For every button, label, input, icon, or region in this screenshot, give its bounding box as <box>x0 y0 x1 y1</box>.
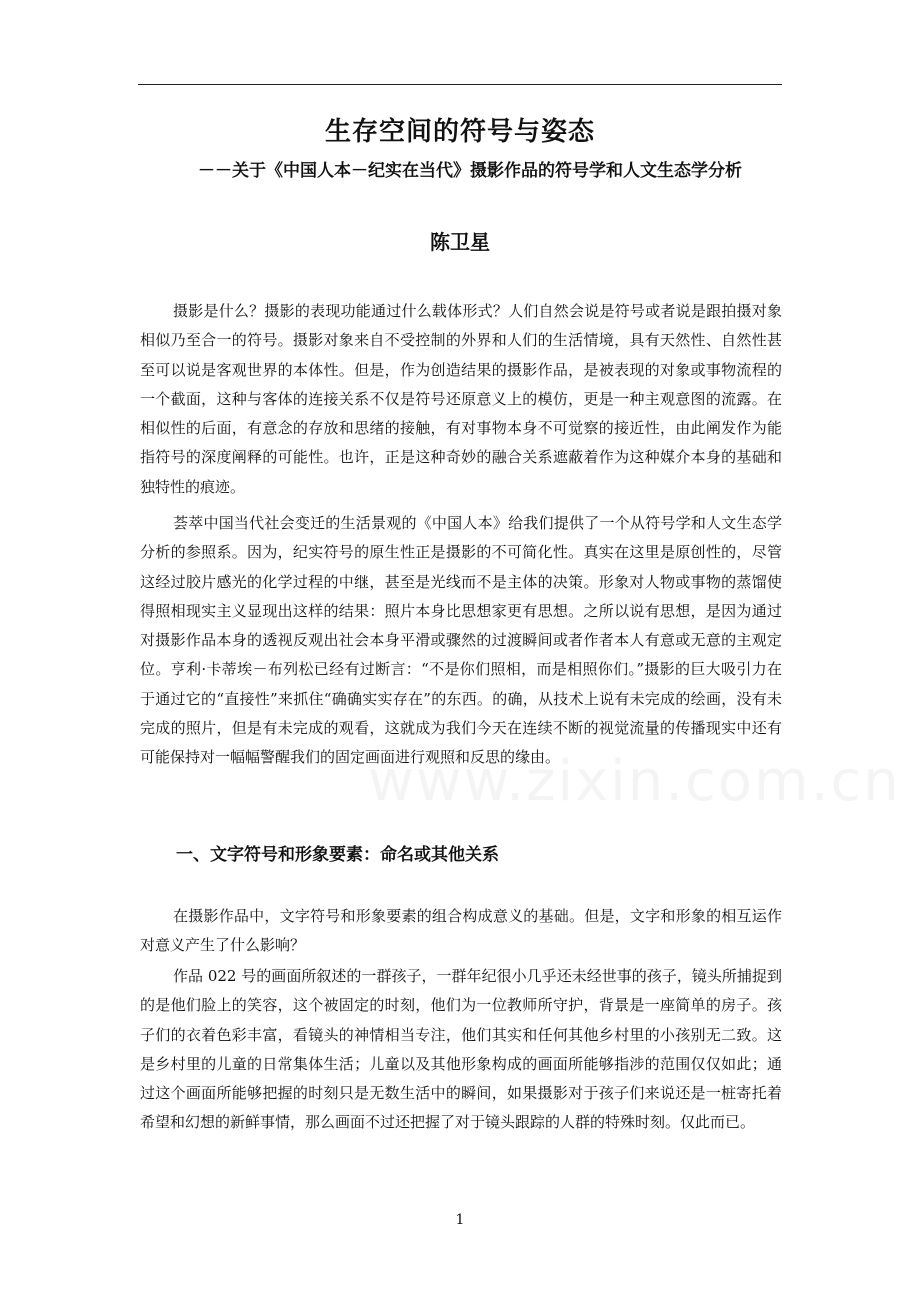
author-name: 陈卫星 <box>430 230 490 254</box>
body-paragraph: 摄影是什么？摄影的表现功能通过什么载体形式？人们自然会说是符号或者说是跟拍摄对象相似乃至合一的符号。摄影对象来自不受控制的外界和人们的生活情境，具有天然性、自然性甚至可以说是客观世界的本体性。但是，作为创造结果的摄影作品，是被表现的对象或事物流程的一个截面，这种与客体的连接关系不仅是符号还原意义上的模仿，更是一种主观意图的流露。在相似性的后面，有意念的存放和思绪的接触，有对事物本身不可觉察的接近性，由此阐发作为能指符号的深度阐释的可能性。也许，正是这种奇妙的融合关系遮蔽着作为这种媒介本身的基础和独特性的痕迹。 <box>140 302 782 496</box>
document-title: 生存空间的符号与姿态 <box>324 117 595 147</box>
section-heading: 一、文字符号和形象要素：命名或其他关系 <box>176 845 499 865</box>
body-paragraph: 在摄影作品中，文字符号和形象要素的组合构成意义的基础。但是，文字和形象的相互运作对意义产生了什么影响？ <box>140 907 782 955</box>
body-paragraph: 荟萃中国当代社会变迁的生活景观的《中国人本》给我们提供了一个从符号学和人文生态学分析的参照系。因为，纪实符号的原生性正是摄影的不可简化性。真实在这里是原创性的，尽管这经过胶片感光的化学过程的中继，甚至是光线而不是主体的决策。形象对人物或事物的蒸馏使得照相现实主义显现出这样的结果：照片本身比思想家更有思想。之所以说有思想，是因为通过对摄影作品本身的透视反观出社会本身平滑或骤然的过渡瞬间或者作者本人有意或无意的主观定位。亨利·卡蒂埃－布列松已经有过断言：“不是你们照相，而是相照你们。”摄影的巨大吸引力在于通过它的“直接性”来抓住“确确实实存在”的东西。的确，从技术上说有未完成的绘画，没有未完成的照片，但是有未完成的观看，这就成为我们今天在连续不断的视觉流量的传播现实中还有可能保持对一幅幅警醒我们的固定画面进行观照和反思的缘由。 <box>140 514 782 767</box>
header-rule <box>138 84 782 85</box>
page-number: 1 <box>455 1212 465 1228</box>
document-subtitle: －－关于《中国人本－纪实在当代》摄影作品的符号学和人文生态学分析 <box>198 161 742 181</box>
body-paragraph: 作品 022 号的画面所叙述的一群孩子，一群年纪很小几乎还未经世事的孩子，镜头所捕捉到的是他们脸上的笑容，这个被固定的时刻，他们为一位教师所守护，背景是一座简单的房子。孩子们的衣着色彩丰富，看镜头的神情相当专注，他们其实和任何其他乡村里的小孩别无二致。这是乡村里的儿童的日常集体生活；儿童以及其他形象构成的画面所能够指涉的范围仅仅如此；通过这个画面所能够把握的时刻只是无数生活中的瞬间，如果摄影对于孩子们来说还是一桩寄托着希望和幻想的新鲜事情，那么画面不过还把握了对于镜头跟踪的人群的特殊时刻。仅此而已。 <box>140 967 782 1132</box>
